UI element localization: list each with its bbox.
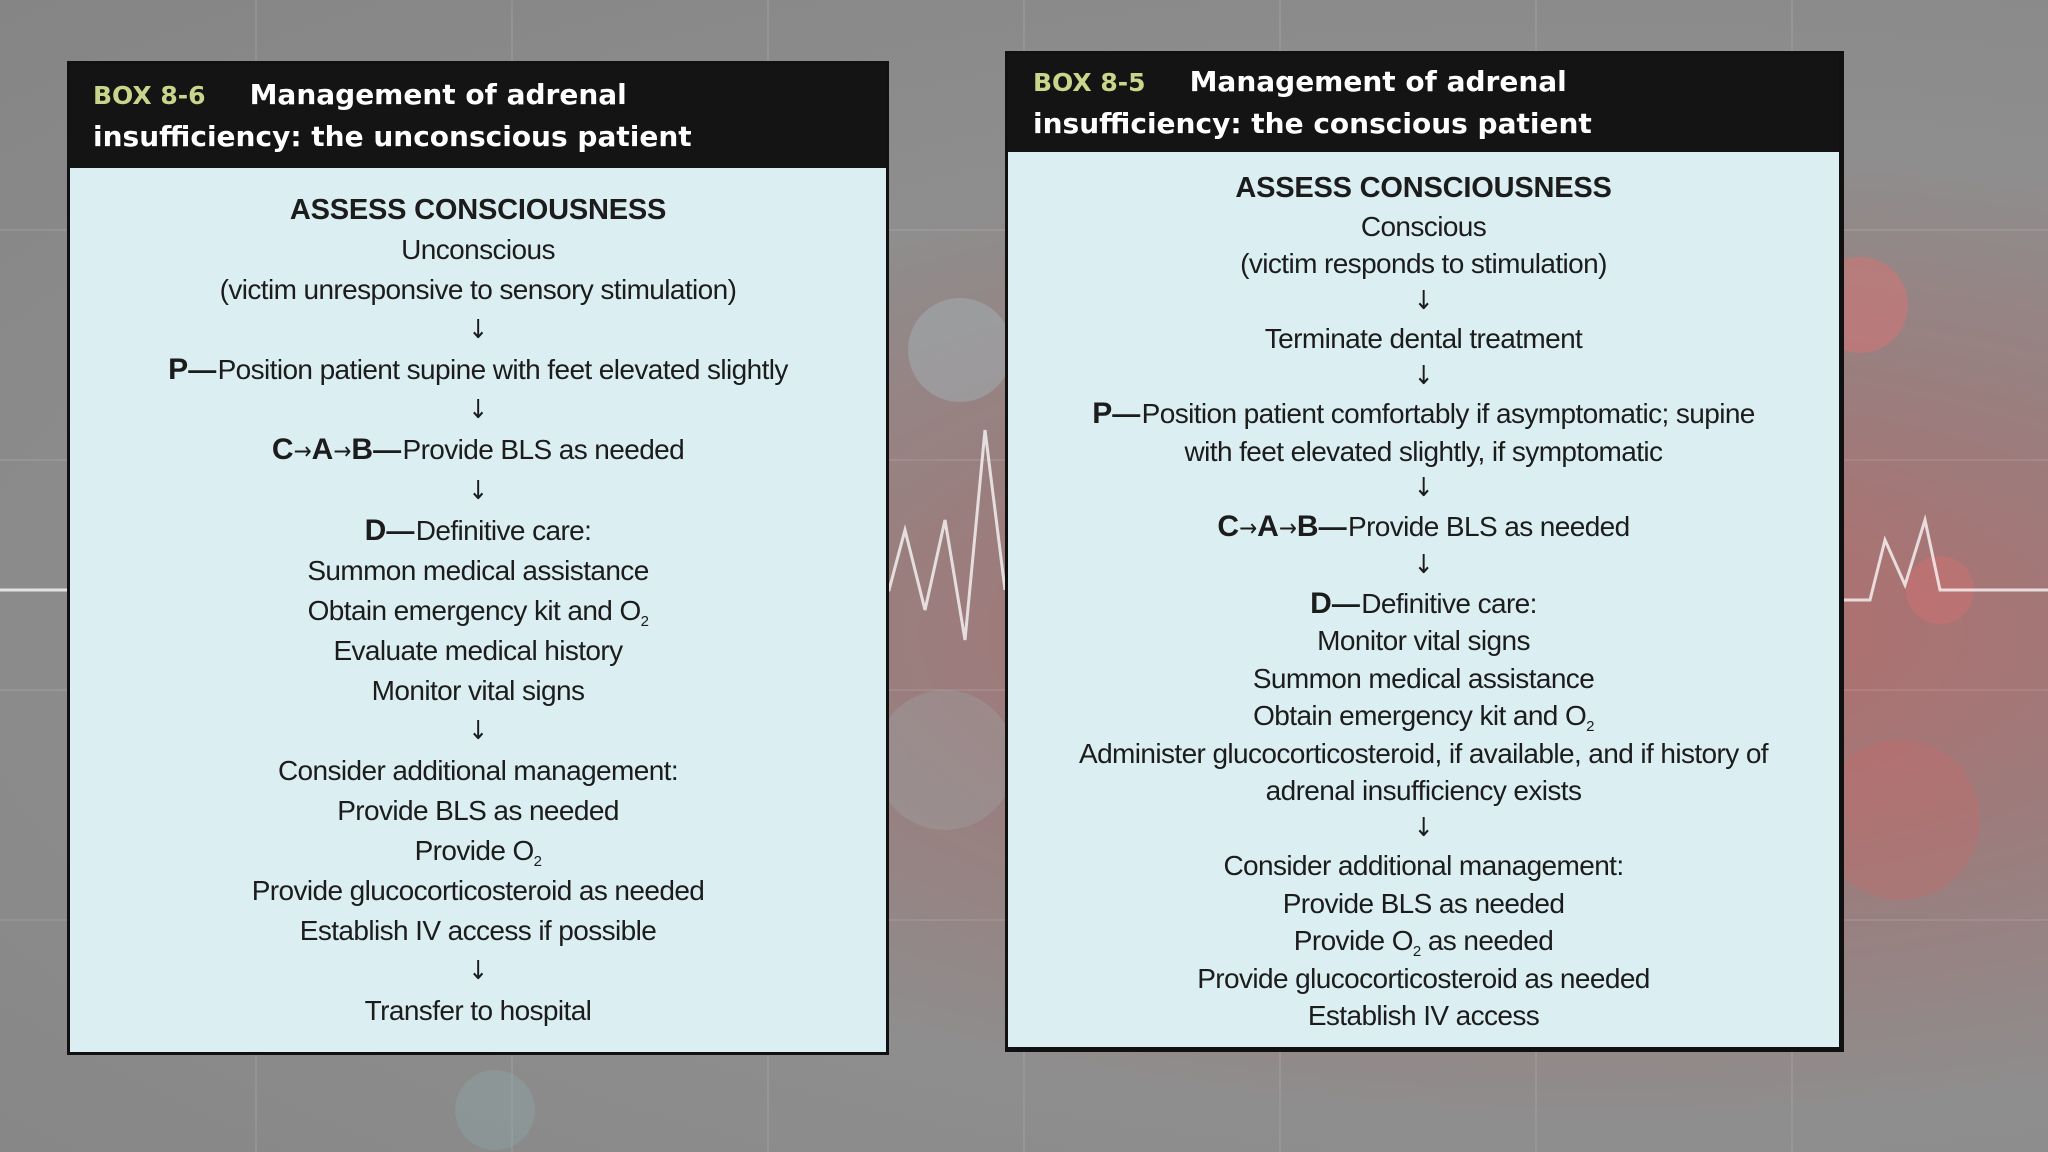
down-arrow-icon: ↓ <box>1413 812 1434 843</box>
step-terminate: Terminate dental treatment <box>1264 323 1583 354</box>
dash-icon: — <box>1112 398 1140 429</box>
definitive-item: Monitor vital signs <box>371 675 585 706</box>
additional-item <box>1008 922 1839 960</box>
step-label-c: C <box>271 433 294 466</box>
dash-icon: — <box>1318 510 1346 542</box>
step-text: Position patient supine with feet elevated slightly <box>217 354 788 385</box>
down-arrow-icon: ↓ <box>468 315 488 345</box>
down-arrow-icon: ↓ <box>1413 550 1434 580</box>
box-number: BOX 8-6 <box>93 81 206 110</box>
box-title-line-2: insufficiency: the conscious patient <box>1033 107 1592 140</box>
down-arrow-icon: ↓ <box>1413 285 1434 316</box>
definitive-item: Evaluate medical history <box>333 635 623 666</box>
dash-icon: — <box>373 434 401 465</box>
down-arrow-icon: ↓ <box>1413 360 1434 391</box>
step-label-b: B <box>351 433 374 466</box>
dash-icon: — <box>188 354 216 385</box>
step-text: Position patient comfortably if asymptomatic; supine <box>1141 398 1755 429</box>
additional-heading: Consider additional management: <box>1223 850 1624 881</box>
assess-heading: ASSESS CONSCIOUSNESS <box>289 194 667 226</box>
step-label-c: C <box>1217 509 1240 543</box>
additional-item: Provide BLS as needed <box>1282 887 1565 919</box>
box-unconscious-patient <box>67 61 889 1055</box>
down-arrow-icon: ↓ <box>468 956 488 986</box>
box-title-line-2: insufficiency: the unconscious patient <box>93 120 692 153</box>
additional-heading: Consider additional management: <box>277 755 679 786</box>
state-detail: (victim responds to stimulation) <box>1240 248 1607 279</box>
step-label-p: P <box>168 353 189 386</box>
additional-item: Provide glucocorticosteroid as needed <box>1197 962 1650 994</box>
step-label-p: P <box>1092 397 1113 430</box>
final-step: Transfer to hospital <box>364 995 592 1026</box>
dash-icon: — <box>1331 587 1360 619</box>
definitive-item: Monitor vital signs <box>1317 625 1530 656</box>
right-arrow-icon: → <box>1278 513 1297 542</box>
additional-item: Provide BLS as needed <box>337 795 619 826</box>
step-cab <box>70 430 886 471</box>
right-arrow-icon: → <box>333 437 352 465</box>
step-text: Definitive care: <box>1361 587 1537 619</box>
assess-heading: ASSESS CONSCIOUSNESS <box>1235 172 1612 204</box>
step-text-continued: with feet elevated slightly, if symptomatic <box>1184 435 1663 467</box>
item-text: Provide O <box>414 835 534 866</box>
down-arrow-icon: ↓ <box>468 716 488 746</box>
additional-item: Establish IV access <box>1307 1000 1540 1031</box>
state-label: Conscious <box>1360 210 1487 242</box>
step-label-d: D <box>1310 586 1332 620</box>
right-arrow-icon: → <box>1239 513 1258 542</box>
box-title-line-1 <box>1033 61 1819 103</box>
step-label-a: A <box>1257 509 1279 543</box>
step-cab <box>1008 508 1839 548</box>
definitive-item: adrenal insufficiency exists <box>1265 775 1582 806</box>
step-position <box>1008 395 1839 433</box>
box-header <box>1008 54 1839 152</box>
subscript: 2 <box>640 613 649 630</box>
step-label-a: A <box>311 433 334 466</box>
additional-item: Establish IV access if possible <box>299 915 657 946</box>
step-label-b: B <box>1296 509 1319 543</box>
item-text: Obtain emergency kit and O <box>1253 700 1587 731</box>
step-text: Provide BLS as needed <box>402 434 685 465</box>
definitive-item <box>1008 697 1839 735</box>
down-arrow-icon: ↓ <box>468 395 488 425</box>
definitive-item: Administer glucocorticosteroid, if available, and if history of <box>1079 737 1768 769</box>
subscript: 2 <box>1586 718 1594 735</box>
step-label-d: D <box>364 514 387 547</box>
dash-icon: — <box>386 515 414 546</box>
box-number: BOX 8-5 <box>1033 68 1146 97</box>
flowchart-body <box>1008 152 1839 1035</box>
flowchart-body <box>70 168 886 1031</box>
right-arrow-icon: → <box>293 437 312 465</box>
box-title-part-1: Management of adrenal <box>249 78 627 111</box>
step-position <box>70 350 886 390</box>
down-arrow-icon: ↓ <box>468 476 488 506</box>
box-header <box>70 64 886 168</box>
step-text: Definitive care: <box>415 515 592 546</box>
state-detail: (victim unresponsive to sensory stimulation) <box>219 274 737 305</box>
subscript: 2 <box>533 853 542 870</box>
step-definitive-care <box>1008 585 1839 623</box>
definitive-item: Summon medical assistance <box>1252 662 1595 694</box>
subscript: 2 <box>1412 943 1421 960</box>
step-text: Provide BLS as needed <box>1348 510 1630 542</box>
definitive-item: Summon medical assistance <box>307 555 649 586</box>
additional-item <box>70 831 886 871</box>
down-arrow-icon: ↓ <box>1413 473 1434 503</box>
item-text: Provide O <box>1293 925 1413 956</box>
step-definitive-care <box>70 511 886 551</box>
box-conscious-patient <box>1005 51 1844 1052</box>
box-title-line-1 <box>93 74 866 116</box>
item-text: Obtain emergency kit and O <box>307 595 641 626</box>
box-title-part-1: Management of adrenal <box>1189 65 1567 98</box>
item-text: as needed <box>1427 925 1554 956</box>
additional-item: Provide glucocorticosteroid as needed <box>251 875 705 906</box>
definitive-item <box>70 591 886 631</box>
state-label: Unconscious <box>401 234 555 265</box>
